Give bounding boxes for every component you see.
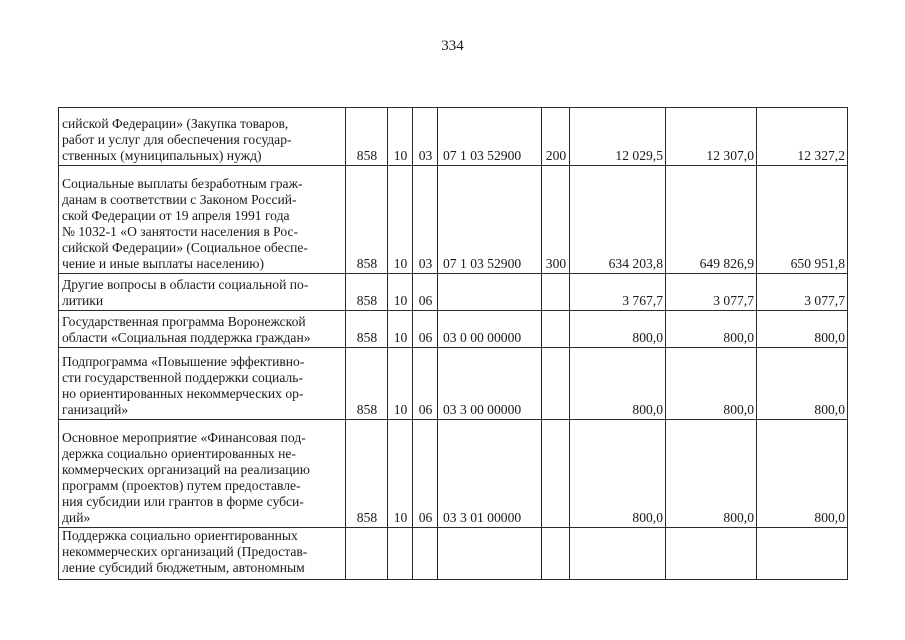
amount-year-3 (757, 528, 848, 580)
expense-type-code (542, 348, 570, 420)
ministry-code: 858 (346, 420, 388, 528)
expense-type-code (542, 420, 570, 528)
subsection-code: 03 (413, 166, 438, 274)
table-row (59, 348, 848, 420)
amount-year-2: 800,0 (666, 420, 757, 528)
row-name: Другие вопросы в области социальной по- литики (59, 274, 346, 311)
amount-year-2: 649 826,9 (666, 166, 757, 274)
ministry-code: 858 (346, 166, 388, 274)
table-row (59, 420, 848, 528)
expense-type-code: 200 (542, 108, 570, 166)
page-number: 334 (441, 38, 464, 54)
amount-year-2: 800,0 (666, 348, 757, 420)
row-name: Подпрограмма «Повышение эффективно- сти государственной поддержки социаль- но ориентированных некоммерческих ор- ганизаций» (59, 348, 346, 420)
section-code: 10 (388, 420, 413, 528)
table-row (59, 528, 848, 580)
target-article-code (438, 274, 542, 311)
ministry-code: 858 (346, 274, 388, 311)
subsection-code: 06 (413, 274, 438, 311)
subsection-code (413, 528, 438, 580)
section-code: 10 (388, 166, 413, 274)
amount-year-2: 12 307,0 (666, 108, 757, 166)
amount-year-3: 650 951,8 (757, 166, 848, 274)
target-article-code: 03 0 00 00000 (438, 311, 542, 348)
amount-year-2 (666, 528, 757, 580)
expense-type-code (542, 528, 570, 580)
target-article-code: 07 1 03 52900 (438, 108, 542, 166)
budget-table (58, 107, 848, 580)
amount-year-2: 3 077,7 (666, 274, 757, 311)
amount-year-1: 12 029,5 (570, 108, 666, 166)
amount-year-1: 800,0 (570, 311, 666, 348)
section-code: 10 (388, 108, 413, 166)
amount-year-3: 800,0 (757, 348, 848, 420)
target-article-code: 03 3 00 00000 (438, 348, 542, 420)
section-code (388, 528, 413, 580)
row-name: Государственная программа Воронежской области «Социальная поддержка граждан» (59, 311, 346, 348)
amount-year-1: 800,0 (570, 420, 666, 528)
amount-year-1: 3 767,7 (570, 274, 666, 311)
expense-type-code (542, 311, 570, 348)
target-article-code: 07 1 03 52900 (438, 166, 542, 274)
table-row (59, 166, 848, 274)
amount-year-3: 800,0 (757, 420, 848, 528)
section-code: 10 (388, 348, 413, 420)
target-article-code (438, 528, 542, 580)
table-row (59, 311, 848, 348)
expense-type-code (542, 274, 570, 311)
subsection-code: 06 (413, 348, 438, 420)
row-name: сийской Федерации» (Закупка товаров, работ и услуг для обеспечения государ- ственных (муниципальных) нужд) (59, 108, 346, 166)
table-row (59, 108, 848, 166)
subsection-code: 06 (413, 420, 438, 528)
section-code: 10 (388, 311, 413, 348)
amount-year-3: 3 077,7 (757, 274, 848, 311)
amount-year-1: 800,0 (570, 348, 666, 420)
ministry-code: 858 (346, 108, 388, 166)
subsection-code: 06 (413, 311, 438, 348)
section-code: 10 (388, 274, 413, 311)
row-name: Социальные выплаты безработным граж- данам в соответствии с Законом Россий- ской Федерации от 19 апреля 1991 года № 1032-1 «О занятости населения в Рос- сийской Федерации» (Социальное обеспе- чение и иные выплаты населению) (59, 166, 346, 274)
row-name: Основное мероприятие «Финансовая под- держка социально ориентированных не- коммерческих организаций на реализацию программ (проектов) путем предоставле- ния субсидии или грантов в форме субси- дий» (59, 420, 346, 528)
amount-year-2: 800,0 (666, 311, 757, 348)
ministry-code: 858 (346, 348, 388, 420)
ministry-code (346, 528, 388, 580)
table-row (59, 274, 848, 311)
amount-year-1: 634 203,8 (570, 166, 666, 274)
amount-year-3: 12 327,2 (757, 108, 848, 166)
expense-type-code: 300 (542, 166, 570, 274)
ministry-code: 858 (346, 311, 388, 348)
amount-year-1 (570, 528, 666, 580)
subsection-code: 03 (413, 108, 438, 166)
row-name: Поддержка социально ориентированных некоммерческих организаций (Предостав- ление субсидий бюджетным, автономным (59, 528, 346, 580)
amount-year-3: 800,0 (757, 311, 848, 348)
target-article-code: 03 3 01 00000 (438, 420, 542, 528)
